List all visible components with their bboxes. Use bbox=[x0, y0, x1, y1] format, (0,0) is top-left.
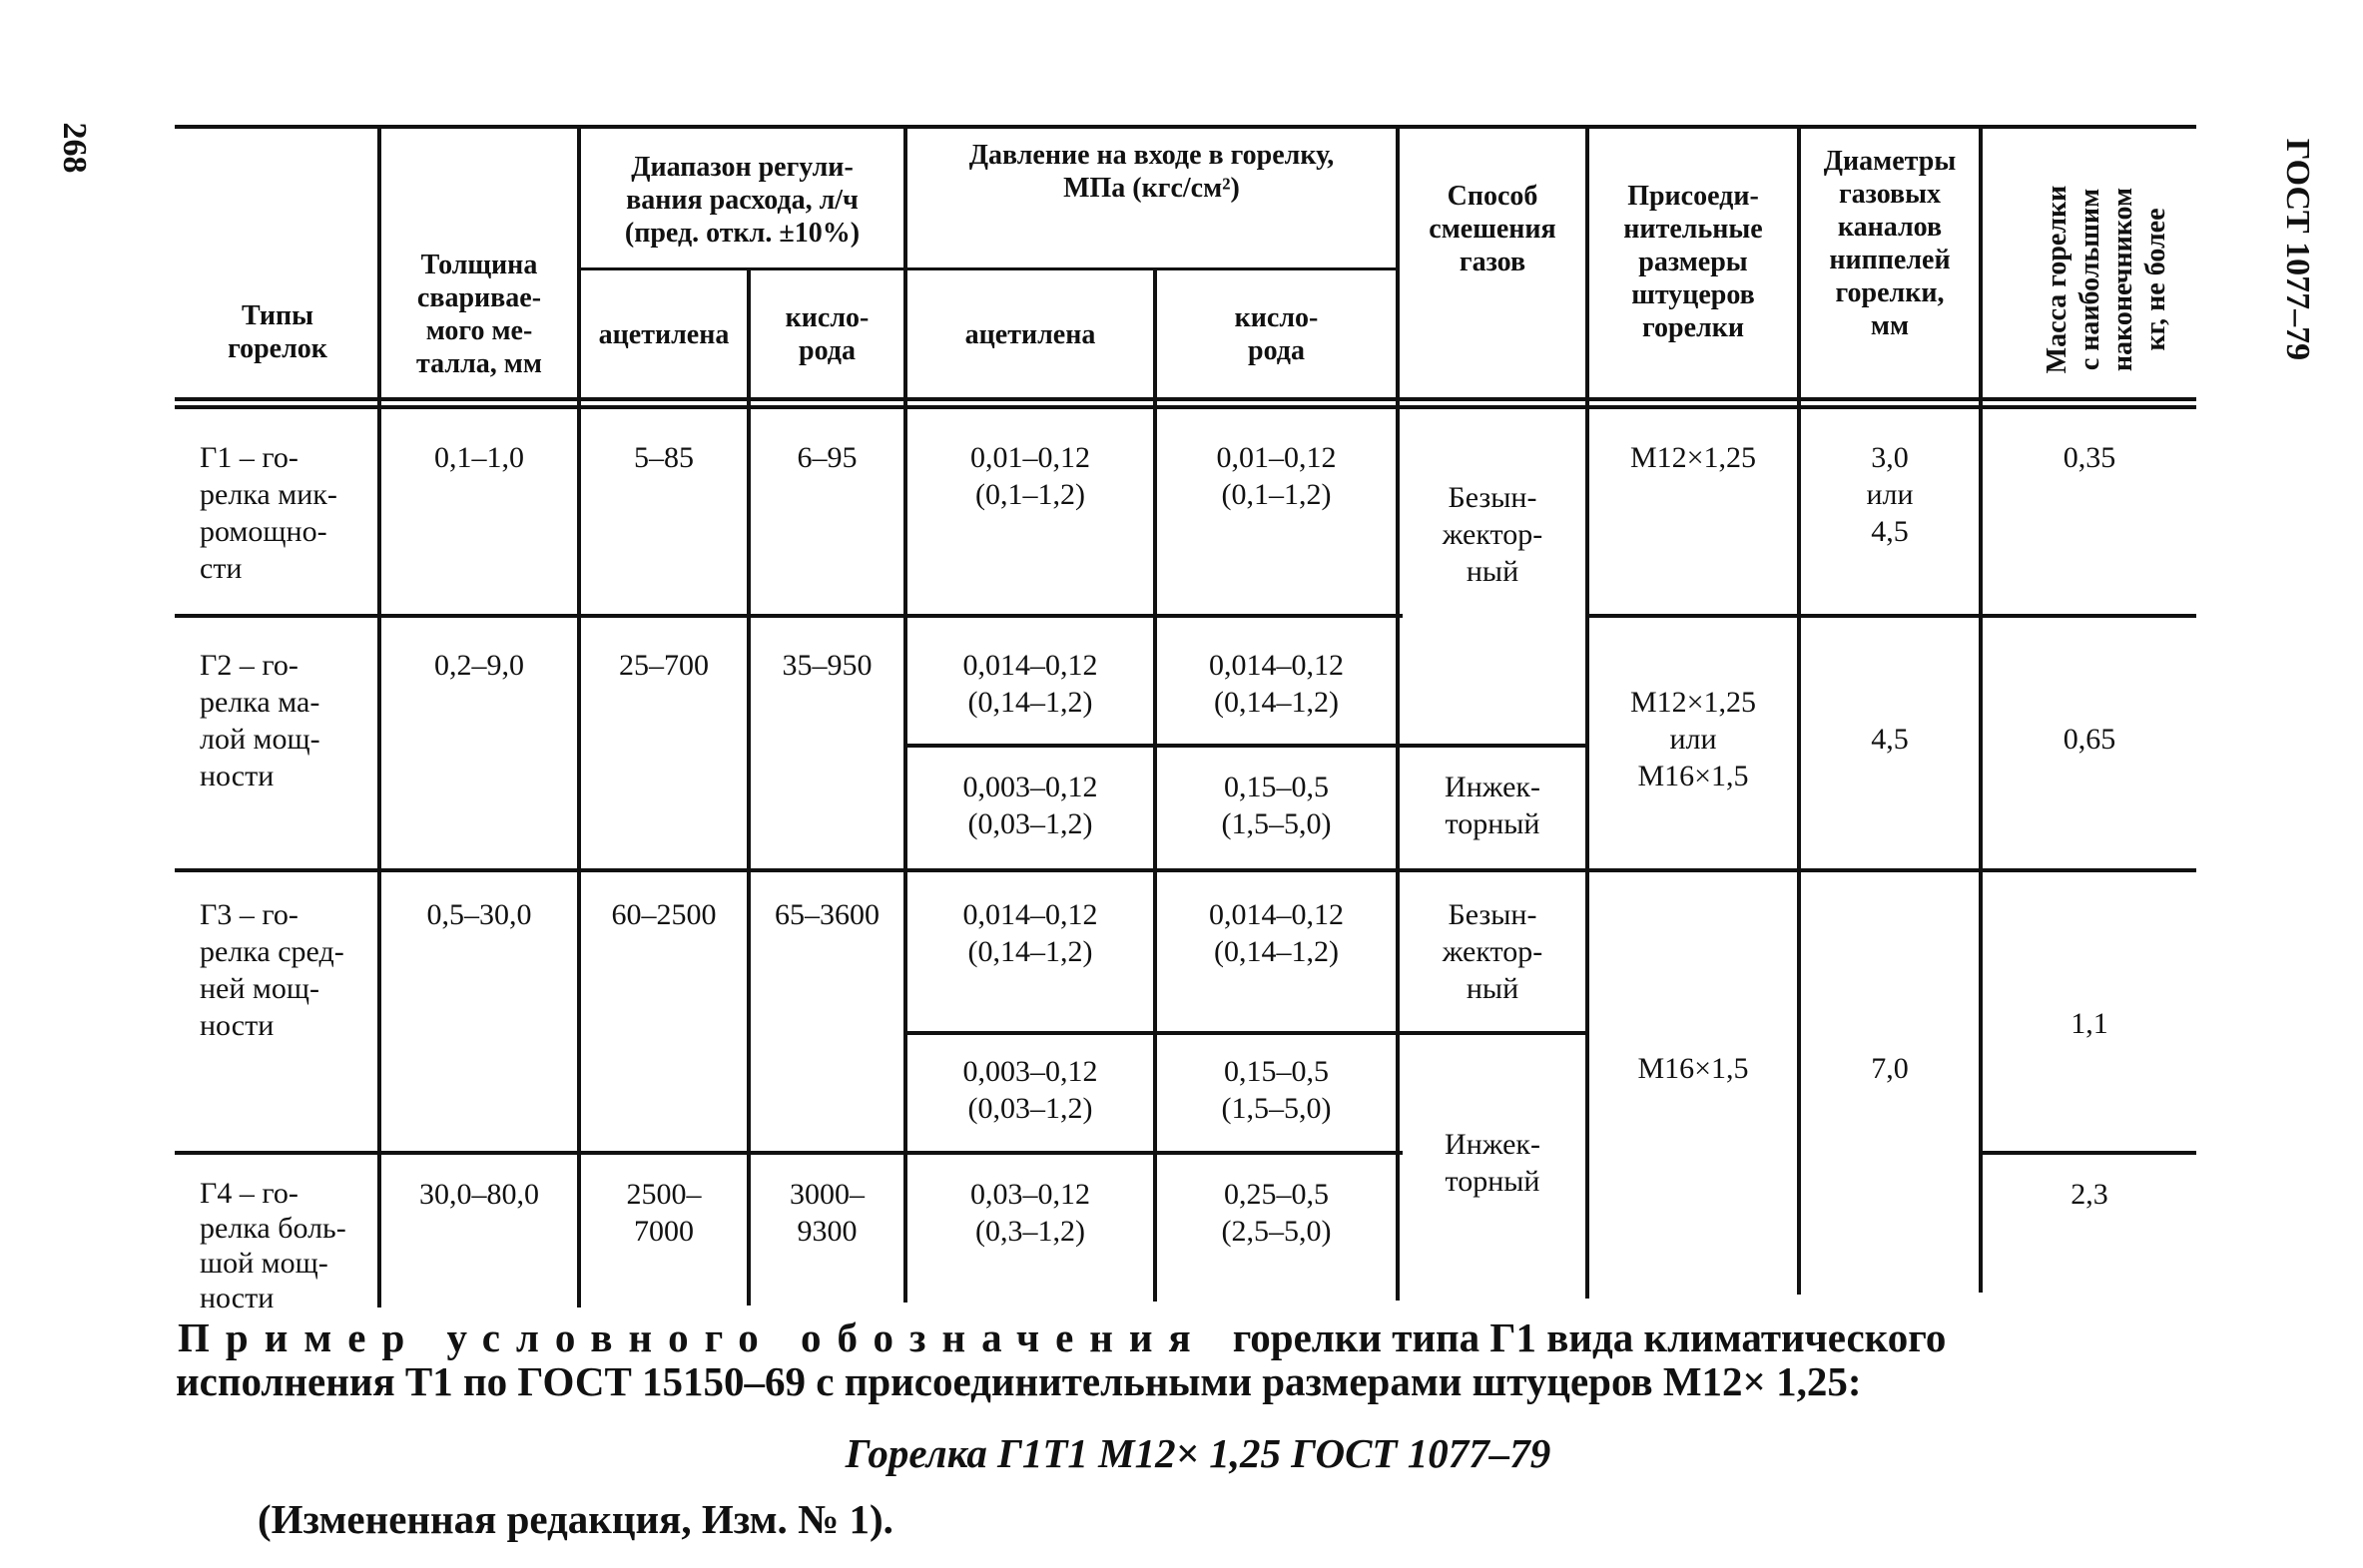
g3-mass: 1,1 bbox=[2070, 1006, 2108, 1040]
g1-mass: 0,35 bbox=[2063, 441, 2116, 474]
header-flow-acetylene: ацетилена bbox=[598, 318, 730, 350]
header-bottom-line-2 bbox=[175, 405, 2196, 409]
row-divider-g3-g4-mass bbox=[1982, 1151, 2196, 1155]
document-code: ГОСТ 1077–79 bbox=[2279, 138, 2316, 361]
header-thickness: Толщина сваривае- мого ме- талла, мм bbox=[416, 250, 542, 379]
g3-flow-oxygen: 65–3600 bbox=[775, 898, 880, 931]
amendment-note: (Измененная редакция, Изм. № 1). bbox=[258, 1496, 893, 1542]
g1-pressure-oxygen: 0,01–0,12 (0,1–1,2) bbox=[1216, 441, 1337, 511]
header-mixing: Способ смешения газов bbox=[1429, 181, 1556, 277]
g3-type: Г3 – го- релка сред- ней мощ- ности bbox=[200, 898, 344, 1042]
table-top-border bbox=[175, 125, 2196, 129]
g4-flow-oxygen: 3000– 9300 bbox=[790, 1178, 865, 1248]
mixing-injector-g3-g4: Инжек- торный bbox=[1445, 1128, 1540, 1198]
header-pressure: Давление на входе в горелку, МПа (кгс/см²) bbox=[968, 140, 1335, 204]
example-paragraph bbox=[178, 1315, 2204, 1403]
g2-pressure-acetylene-2: 0,003–0,12 (0,03–1,2) bbox=[962, 771, 1098, 840]
g1-pressure-acetylene: 0,01–0,12 (0,1–1,2) bbox=[970, 441, 1090, 511]
g4-pressure-oxygen: 0,25–0,5 (2,5–5,0) bbox=[1221, 1178, 1332, 1248]
header-diameters: Диаметры газовых каналов ниппелей горелки, мм bbox=[1823, 146, 1957, 341]
g2-flow-oxygen: 35–950 bbox=[782, 649, 873, 682]
row-divider-g2-g3 bbox=[175, 868, 2196, 872]
g3-thickness: 0,5–30,0 bbox=[426, 898, 532, 931]
g2-mass: 0,65 bbox=[2063, 722, 2116, 756]
header-flow-oxygen: кисло- рода bbox=[785, 302, 870, 366]
g1-type: Г1 – го- релка мик- ромощно- сти bbox=[200, 441, 337, 585]
g3-flow-acetylene: 60–2500 bbox=[611, 898, 717, 931]
row-divider-g1-g2 bbox=[175, 614, 1403, 618]
g3-pressure-acetylene-1: 0,014–0,12 (0,14–1,2) bbox=[962, 898, 1098, 968]
g2-pressure-oxygen-2: 0,15–0,5 (1,5–5,0) bbox=[1221, 771, 1332, 840]
g2-mixing-injector: Инжек- торный bbox=[1445, 771, 1540, 840]
example-designation: Горелка Г1Т1 М12× 1,25 ГОСТ 1077–79 bbox=[845, 1430, 1551, 1476]
g4-mass: 2,3 bbox=[2070, 1178, 2108, 1211]
g3-mixing-non-injector: Безын- жектор- ный bbox=[1442, 898, 1543, 1005]
mixing-non-injector-g1-g2: Безын- жектор- ный bbox=[1442, 480, 1543, 588]
g4-type: Г4 – го- релка боль- шой мощ- ности bbox=[200, 1177, 346, 1314]
g1-diameter: 3,0 или 4,5 bbox=[1866, 441, 1914, 548]
header-mass-text: Масса горелки с наибольшим наконечником кг, не более bbox=[2042, 185, 2171, 374]
g1-connection: М12×1,25 bbox=[1629, 441, 1757, 474]
g3-pressure-oxygen-1: 0,014–0,12 (0,14–1,2) bbox=[1209, 898, 1344, 968]
row-divider-g1-g2-right bbox=[1587, 614, 2196, 618]
header-connection: Присоеди- нительные размеры штуцеров горелки bbox=[1623, 181, 1763, 343]
g2-pressure-oxygen-1: 0,014–0,12 (0,14–1,2) bbox=[1209, 649, 1344, 719]
g4-flow-acetylene: 2500– 7000 bbox=[626, 1178, 702, 1248]
g2-thickness: 0,2–9,0 bbox=[434, 649, 524, 682]
g3-pressure-acetylene-2: 0,003–0,12 (0,03–1,2) bbox=[962, 1055, 1098, 1125]
g3-pressure-oxygen-2: 0,15–0,5 (1,5–5,0) bbox=[1221, 1055, 1332, 1125]
header-split-line bbox=[577, 267, 1396, 270]
g4-pressure-acetylene: 0,03–0,12 (0,3–1,2) bbox=[970, 1178, 1090, 1248]
header-type: Типы горелок bbox=[228, 300, 327, 364]
subrow-divider-g2 bbox=[903, 744, 1587, 748]
example-text-line2: исполнения Т1 по ГОСТ 15150–69 с присоединительными размерами штуцеров М12× 1,25: bbox=[176, 1358, 1862, 1404]
g1-thickness: 0,1–1,0 bbox=[434, 441, 524, 474]
row-divider-g3-g4 bbox=[175, 1151, 1403, 1155]
g1-flow-oxygen: 6–95 bbox=[797, 441, 858, 474]
g1-flow-acetylene: 5–85 bbox=[634, 441, 694, 474]
header-mass bbox=[2002, 140, 2211, 419]
g4-thickness: 30,0–80,0 bbox=[419, 1178, 539, 1211]
subrow-divider-g3 bbox=[903, 1031, 1587, 1035]
g2-diameter: 4,5 bbox=[1871, 722, 1909, 756]
g2-pressure-acetylene-1: 0,014–0,12 (0,14–1,2) bbox=[962, 649, 1098, 719]
header-flow-range: Диапазон регули- вания расхода, л/ч (пред. откл. ±10%) bbox=[624, 151, 861, 249]
example-title: Пример условного обозначения bbox=[178, 1314, 1207, 1360]
page-number: 268 bbox=[56, 122, 93, 174]
g2-flow-acetylene: 25–700 bbox=[619, 649, 709, 682]
diameter-g3-g4: 7,0 bbox=[1871, 1051, 1909, 1085]
header-pressure-oxygen: кисло- рода bbox=[1234, 302, 1319, 366]
col-line-3 bbox=[747, 267, 751, 1306]
example-text-line1: горелки типа Г1 вида климатического bbox=[1232, 1314, 1947, 1360]
header-pressure-acetylene: ацетилена bbox=[964, 318, 1096, 350]
g2-connection: М12×1,25 или М16×1,5 bbox=[1629, 685, 1757, 792]
g2-type: Г2 – го- релка ма- лой мощ- ности bbox=[200, 649, 320, 792]
connection-g3-g4: М16×1,5 bbox=[1637, 1051, 1749, 1085]
